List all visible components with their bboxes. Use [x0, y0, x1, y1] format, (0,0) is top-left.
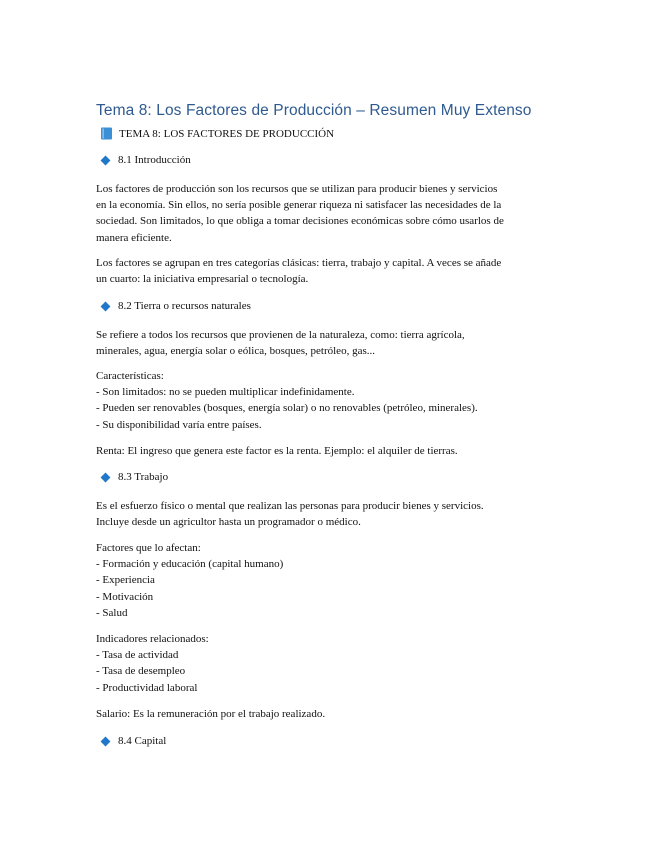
factors-list: Factores que lo afectan: - Formación y educación (capital humano) - Experiencia - Motivación - Salud [96, 542, 284, 619]
paragraph: Se refiere a todos los recursos que provienen de la naturaleza, como: tierra agrícola, minerales, agua, energía solar o eólica, bosques, petróleo, gas... [96, 329, 465, 358]
diamond-bullet-icon [101, 301, 111, 311]
paragraph: Salario: Es la remuneración por el trabajo realizado. [96, 708, 326, 720]
diamond-bullet-icon [101, 472, 111, 482]
diamond-bullet-icon [101, 155, 111, 165]
characteristics-list: Características: - Son limitados: no se pueden multiplicar indefinidamente. - Pueden ser renovables (bosques, energía solar) o no renovables (petróleo, minerales). - Su disponibilidad varía entre países. [96, 370, 478, 431]
paragraph: Los factores se agrupan en tres categorías clásicas: tierra, trabajo y capital. A veces se añade un cuarto: la iniciativa empresarial o tecnología. [96, 257, 502, 286]
document-header [100, 127, 334, 140]
paragraph: Es el esfuerzo físico o mental que realizan las personas para producir bienes y servicios. Incluye desde un agricultor hasta un programador o médico. [96, 500, 484, 529]
diamond-bullet-icon [101, 736, 111, 746]
section-heading-capital: 8.4 Capital [100, 735, 166, 747]
document-title: Tema 8: Los Factores de Producción – Resumen Muy Extenso [96, 102, 532, 119]
header-label: TEMA 8: LOS FACTORES DE PRODUCCIÓN [119, 127, 335, 140]
section-heading-tierra: 8.2 Tierra o recursos naturales [100, 300, 251, 312]
paragraph: Renta: El ingreso que genera este factor es la renta. Ejemplo: el alquiler de tierras. [96, 445, 458, 457]
paragraph: Los factores de producción son los recursos que se utilizan para producir bienes y servicios en la economía. Sin ellos, no sería posible generar riqueza ni satisfacer las necesidades de la sociedad. Son limitados, lo que obliga a tomar decisiones económicas sobre cómo usarlos de manera eficiente. [96, 183, 504, 244]
section-heading-trabajo: 8.3 Trabajo [100, 471, 168, 483]
book-icon [100, 127, 113, 140]
indicators-list: Indicadores relacionados: - Tasa de actividad - Tasa de desempleo - Productividad laboral [96, 633, 209, 694]
section-heading-introduccion: 8.1 Introducción [100, 154, 191, 166]
